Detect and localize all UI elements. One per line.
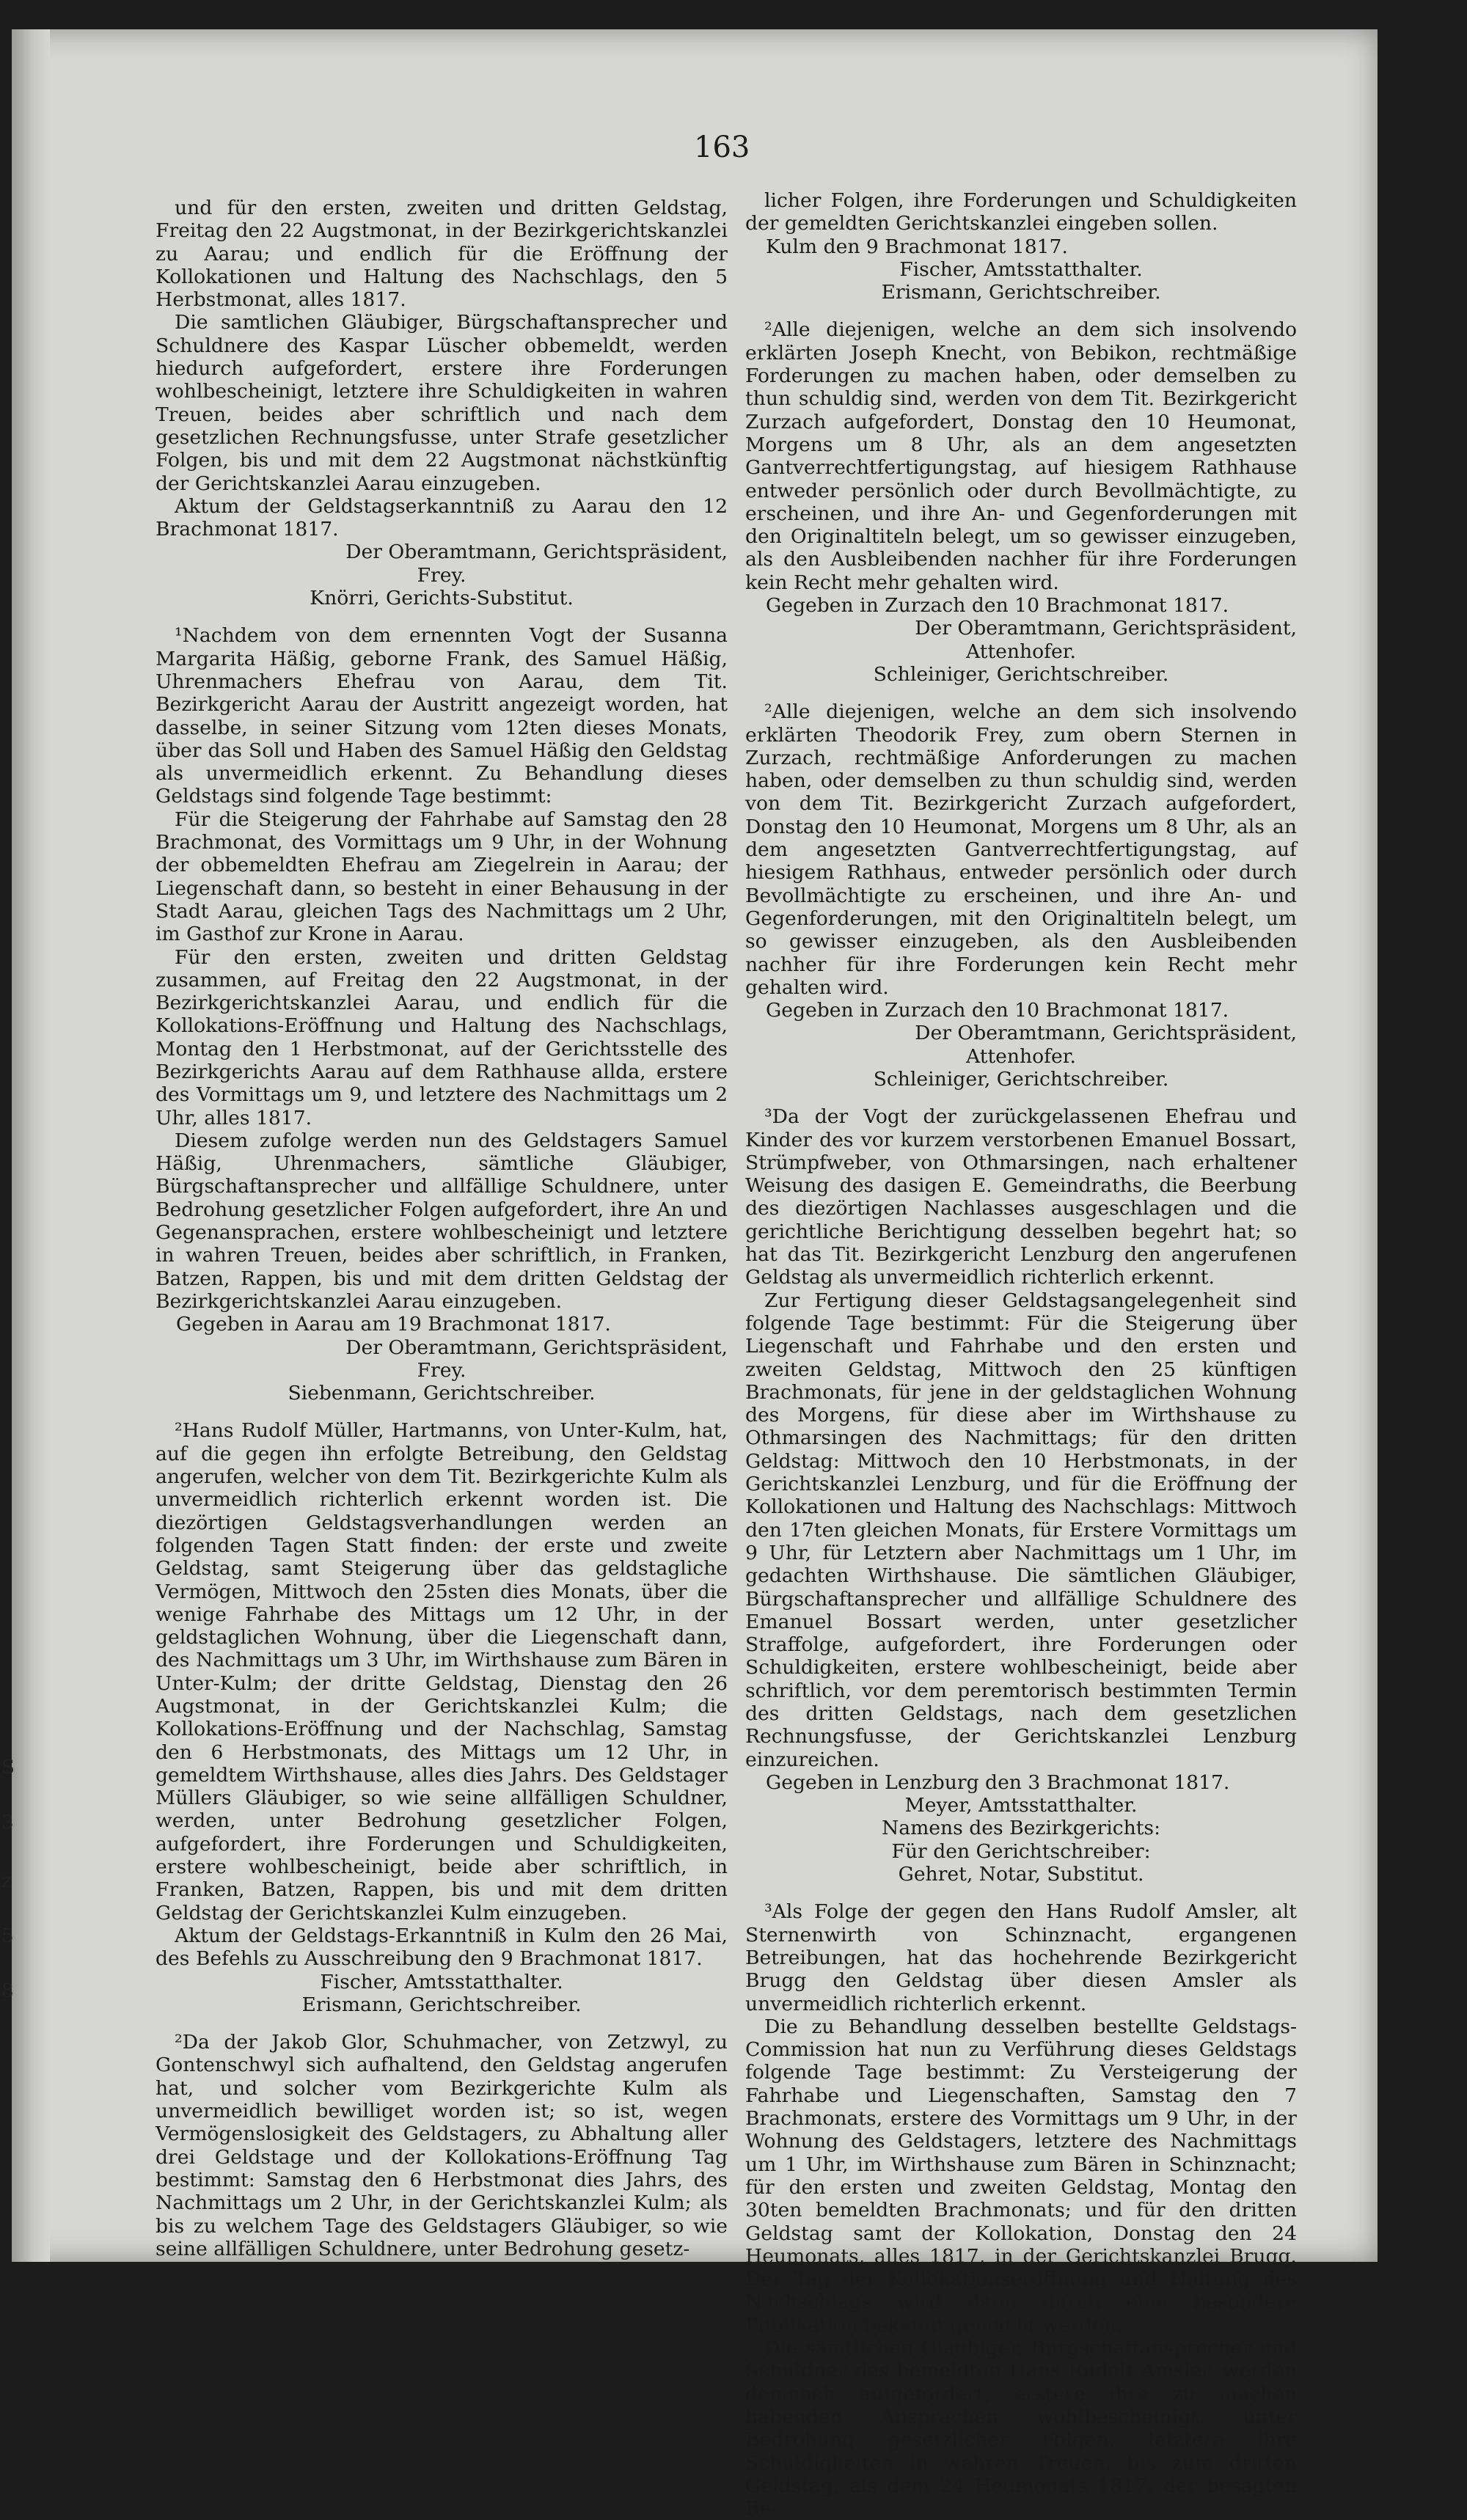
notice-paragraph: Diesem zufolge werden nun des Geldstagers Samuel Häßig, Uhrenmachers, sämtliche Gläubiger, Bürgschaftansprecher und allfällige Schuldnere, unter Bedrohung gesetzlicher Folgen aufgefordert, ihre An und Gegenansprachen, erstere wohlbescheinigt und letztere in wahren Treuen, beides aber schriftlich, in Franken, Batzen, Rappen, bis und mit dem dritten Geldstag der Bezirkgerichtskanzlei Aarau einzugeben. [156, 1129, 728, 1313]
signature-line: Der Oberamtmann, Gerichtspräsident, [345, 541, 728, 564]
notice-paragraph: ²Alle diejenigen, welche an dem sich insolvendo erklärten Theodorik Frey, zum obern Sternen in Zurzach, rechtmäßige Anforderungen zu machen haben, oder demselben zu thun schuldig sind, werden von dem Tit. Bezirkgericht Zurzach aufgefordert, Donstag den 10 Heumonat, Morgens um 8 Uhr, als an dem angesetzten Gantverrechtfertigungstag, auf hiesigem Rathhaus, entweder persönlich oder durch Bevollmächtigte zu erscheinen, und ihre An- und Gegenforderungen, mit den Originaltiteln belegt, um so gewisser einzugeben, als den Ausbleibenden nachher für ihre Forderungen kein Recht mehr gehalten wird. [745, 700, 1297, 999]
signature-line: Für den Gerichtschreiber: [891, 1839, 1151, 1863]
notice-date-line: Kulm den 9 Brachmonat 1817. [766, 235, 1068, 258]
notice-paragraph: Die zu Behandlung desselben bestellte Geldstags-Commission hat nun zu Verführung dieses Geldstags folgende Tage bestimmt: Zu Versteigerung der Fahrhabe und Liegenschaften, Samstag den 7 Brachmonats, erstere des Vormittags um 9 Uhr, in der Wohnung des Geldstagers, letztere des Nachmittags um 1 Uhr, im Wirthshause zum Bären in Schinznacht; für den ersten und zweiten Geldstag, Montag den 30ten bemeldten Brachmonats; und für den dritten Geldstag samt der Kollokation, Donstag den 24 Heumonats, alles 1817, in der Gerichtskanzlei Brugg. Der Tag der Kollokationseröffnung und Haltung des Nachschlags wird dann durch eine besondere Publikation bekannt gemacht werden. [745, 2015, 1297, 2337]
section-gap [745, 1886, 1297, 1900]
signature-line: Schleiniger, Gerichtschreiber. [873, 662, 1169, 686]
section-gap [156, 609, 728, 624]
signature-line: Namens des Bezirkgerichts: [881, 1817, 1161, 1840]
signature-line: Erismann, Gerichtschreiber. [301, 1993, 582, 2016]
edge-fragment: z [1, 1870, 12, 1892]
notice-paragraph: Aktum der Geldstags-Erkanntniß in Kulm den 26 Mai, des Befehls zu Ausschreibung den 9 Brachmonat 1817. [156, 1924, 728, 1971]
section-gap [745, 304, 1297, 318]
page-fold-shadow [12, 29, 50, 2262]
notice-paragraph: ¹Nachdem von dem ernennten Vogt der Susanna Margarita Häßig, geborne Frank, des Samuel Häßig, Uhrenmachers Ehefrau von Aarau, dem Tit. Bezirkgericht Aarau der Austritt angezeigt worden, hat dasselbe, in seiner Sitzung vom 12ten dieses Monats, über das Soll und Haben des Samuel Häßig den Geldstag als unvermeidlich erkennt. Zu Behandlung dieses Geldstags sind folgende Tage bestimmt: [156, 624, 728, 808]
page-number: 163 [694, 131, 750, 164]
notice-paragraph: licher Folgen, ihre Forderungen und Schuldigkeiten der gemeldten Gerichtskanzlei eingeben sollen. [745, 189, 1297, 235]
notice-paragraph: Die samtlichen Gläubiger, Bürgschaftansprecher und Schuldnere des Kaspar Lüscher obbemeldt, werden hiedurch aufgefordert, erstere ihre Forderungen wohlbescheinigt, letztere ihre Schuldigkeiten in wahren Treuen, beides aber schriftlich und nach dem gesetzlichen Rechnungsfusse, unter Strafe gesetzlicher Folgen, bis und mit dem 22 Augstmonat nächstkünftig der Gerichtskanzlei Aarau einzugeben. [156, 311, 728, 495]
notice-paragraph: ³Da der Vogt der zurückgelassenen Ehefrau und Kinder des vor kurzem verstorbenen Emanuel Bossart, Strümpfweber, von Othmarsingen, nach erhaltener Weisung des dasigen E. Gemeindraths, die Beerbung des diezörtigen Nachlasses ausgeschlagen und die gerichtliche Berichtigung desselben begehrt hat; so hat das Tit. Bezirkgericht Lenzburg den angerufenen Geldstag als unvermeidlich richterlich erkennt. [745, 1105, 1297, 1289]
notice-date-line: Gegeben in Aarau am 19 Brachmonat 1817. [176, 1313, 611, 1336]
notice-date-line: Gegeben in Zurzach den 10 Brachmonat 1817. [766, 999, 1229, 1022]
signature-line: Frey. [417, 563, 467, 587]
signature-line: Attenhofer. [966, 640, 1076, 663]
notice-paragraph: Die sämtlichen Gläubiger, Bürgschaftansprecher und Schuldner des bemeldten Hans Rudolf Amsler, werden demnach aufgefordert, erstere ihre zu machen habenden Ansprachen wohlbescheinigt, unter Bedrohung gesetzlicher Folgen, letztere ihre Schuldigkeiten in wahren Treuen, bis zum dritten Geldstag, als dem 24 Heumonats 1817, der besagten Be- [745, 2337, 1297, 2520]
signature-line: Erismann, Gerichtschreiber. [881, 281, 1161, 304]
signature-line: Schleiniger, Gerichtschreiber. [873, 1067, 1169, 1091]
notice-paragraph: ²Da der Jakob Glor, Schuhmacher, von Zetzwyl, zu Gontenschwyl sich aufhaltend, den Geldstag angerufen hat, und solcher vom Bezirkgerichte Kulm als unvermeidlich bewilliget worden ist; so ist, wegen Vermögenslosigkeit des Geldstagers, zu Abhaltung aller drei Geldstage und der Kollokations-Eröffnung Tag bestimmt: Samstag den 6 Herbstmonat dies Jahrs, des Nachmittags um 2 Uhr, in der Gerichtskanzlei Kulm; als bis zu welchem Tage des Geldstagers Gläubiger, so wie seine allfälligen Schuldnere, unter Bedrohung gesetz- [156, 2031, 728, 2260]
signature-line: Frey. [417, 1358, 467, 1382]
newspaper-page [12, 29, 1378, 2520]
signature-line: Fischer, Amtsstatthalter. [320, 1970, 563, 1993]
signature-line: Der Oberamtmann, Gerichtspräsident, [345, 1336, 728, 1359]
right-column [745, 189, 1297, 2520]
notice-paragraph: ³Als Folge der gegen den Hans Rudolf Amsler, alt Sternenwirth von Schinznacht, ergangenen Betreibungen, hat das hochehrende Bezirkgericht Brugg den Geldstag über diesen Amsler als unvermeidlich richterlich erkennt. [745, 1900, 1297, 2015]
edge-fragment: 5 [1, 1925, 14, 1947]
left-column [156, 197, 728, 2260]
signature-line: Meyer, Amtsstatthalter. [904, 1794, 1138, 1817]
notice-paragraph: Für den ersten, zweiten und dritten Geldstag zusammen, auf Freitag den 22 Augstmonat, in der Bezirkgerichtskanzlei Aarau, und endlich für die Kollokations-Eröffnung und Haltung des Nachschlags, Montag den 1 Herbstmonat, auf der Gerichtsstelle des Bezirkgerichts Aarau auf dem Rathhause allda, erstere des Vormittags um 9, und letztere des Nachmittags um 2 Uhr, alles 1817. [156, 945, 728, 1129]
signature-line: Der Oberamtmann, Gerichtspräsident, [915, 1022, 1297, 1045]
notice-date-line: Gegeben in Lenzburg den 3 Brachmonat 1817. [766, 1770, 1230, 1794]
notice-paragraph: ²Alle diejenigen, welche an dem sich insolvendo erklärten Joseph Knecht, von Bebikon, rechtmäßige Forderungen zu machen haben, oder demselben zu thun schuldig sind, werden von dem Tit. Bezirkgericht Zurzach aufgefordert, Donstag den 10 Heumonat, Morgens um 8 Uhr, als an dem angesetzten Gantverrechtfertigungstag, auf hiesigem Rathhause entweder persönlich oder durch Bevollmächtigte, zu erscheinen, und ihre An- und Gegenforderungen mit den Originaltiteln belegt, um so gewisser einzugeben, als den Ausbleibenden nachher für ihre Forderungen kein Recht mehr gehalten wird. [745, 318, 1297, 594]
edge-fragment: 3 [1, 1812, 14, 1834]
signature-line: Siebenmann, Gerichtschreiber. [288, 1382, 596, 1405]
signature-line: Der Oberamtmann, Gerichtspräsident, [915, 617, 1297, 640]
section-gap [745, 686, 1297, 700]
section-gap [745, 1091, 1297, 1105]
signature-line: Attenhofer. [966, 1044, 1076, 1068]
signature-line: Fischer, Amtsstatthalter. [899, 257, 1143, 281]
notice-date-line: Gegeben in Zurzach den 10 Brachmonat 1817. [766, 594, 1229, 618]
signature-line: Knörri, Gerichts-Substitut. [310, 587, 574, 610]
edge-fragment: 8 [1, 1980, 14, 2002]
section-gap [156, 1404, 728, 1419]
notice-paragraph: Für die Steigerung der Fahrhabe auf Samstag den 28 Brachmonat, des Vormittags um 9 Uhr, in der Wohnung der obbemeldten Ehefrau am Ziegelrein in Aarau; der Liegenschaft dann, so besteht in einer Behausung in der Stadt Aarau, gleichen Tags des Nachmittags um 2 Uhr, im Gasthof zur Krone in Aarau. [156, 807, 728, 946]
signature-line: Gehret, Notar, Substitut. [898, 1863, 1144, 1886]
notice-paragraph: Zur Fertigung dieser Geldstagsangelegenheit sind folgende Tage bestimmt: Für die Steigerung über Liegenschaft und Fahrhabe und den ersten und zweiten Geldstag, Mittwoch den 25 künftigen Brachmonats, für jene in der geldstaglichen Wohnung des Morgens, für diese aber im Wirthshause zu Othmarsingen des Nachmittags; für den dritten Geldstag: Mittwoch den 10 Herbstmonats, in der Gerichtskanzlei Lenzburg, und für die Eröffnung der Kollokationen und Haltung des Nachschlags: Mittwoch den 17ten gleichen Monats, für Erstere Vormittags um 9 Uhr, für Letztern aber Nachmittags um 1 Uhr, im gedachten Wirthshause. Die sämtlichen Gläubiger, Bürgschaftansprecher und allfällige Schuldnere des Emanuel Bossart werden, unter gesetzlicher Straffolge, aufgefordert, ihre Forderungen oder Schuldigkeiten, erstere wohlbescheinigt, beide aber schriftlich, vor dem peremtorisch bestimmten Termin des dritten Geldstags, nach dem gesetzlichen Rechnungsfusse, der Gerichtskanzlei Lenzburg einzureichen. [745, 1289, 1297, 1771]
edge-fragment: S [1, 1757, 15, 1779]
notice-paragraph: ²Hans Rudolf Müller, Hartmanns, von Unter-Kulm, hat, auf die gegen ihn erfolgte Betreibung, den Geldstag angerufen, welcher von dem Tit. Bezirkgerichte Kulm als unvermeidlich richterlich erkennt worden ist. Die diezörtigen Geldstagsverhandlungen werden an folgenden Tagen Statt finden: der erste und zweite Geldstag, samt Steigerung über das geldstagliche Vermögen, Mittwoch den 25sten dies Monats, über die wenige Fahrhabe des Mittags um 12 Uhr, in der geldstaglichen Wohnung, über die Liegenschaft dann, des Nachmittags um 3 Uhr, im Wirthshause zum Bären in Unter-Kulm; der dritte Geldstag, Dienstag den 26 Augstmonat, in der Gerichtskanzlei Kulm; die Kollokations-Eröffnung und der Nachschlag, Samstag den 6 Herbstmonats, des Mittags um 12 Uhr, in gemeldtem Wirthshause, alles dies Jahrs. Des Geldstager Müllers Gläubiger, so wie seine allfälligen Schuldner, werden, unter Bedrohung gesetzlicher Folgen, aufgefordert, ihre Forderungen und Schuldigkeiten, erstere wohlbescheinigt, beide aber schriftlich, in Franken, Batzen, Rappen, bis und mit dem dritten Geldstag der Gerichtskanzlei Kulm einzugeben. [156, 1419, 728, 1924]
section-gap [156, 2016, 728, 2031]
notice-paragraph: Aktum der Geldstagserkanntniß zu Aarau den 12 Brachmonat 1817. [156, 494, 728, 541]
notice-paragraph: und für den ersten, zweiten und dritten Geldstag, Freitag den 22 Augstmonat, in der Bezirkgerichtskanzlei zu Aarau; und endlich für die Eröffnung der Kollokationen und Haltung des Nachschlags, den 5 Herbstmonat, alles 1817. [156, 197, 728, 312]
